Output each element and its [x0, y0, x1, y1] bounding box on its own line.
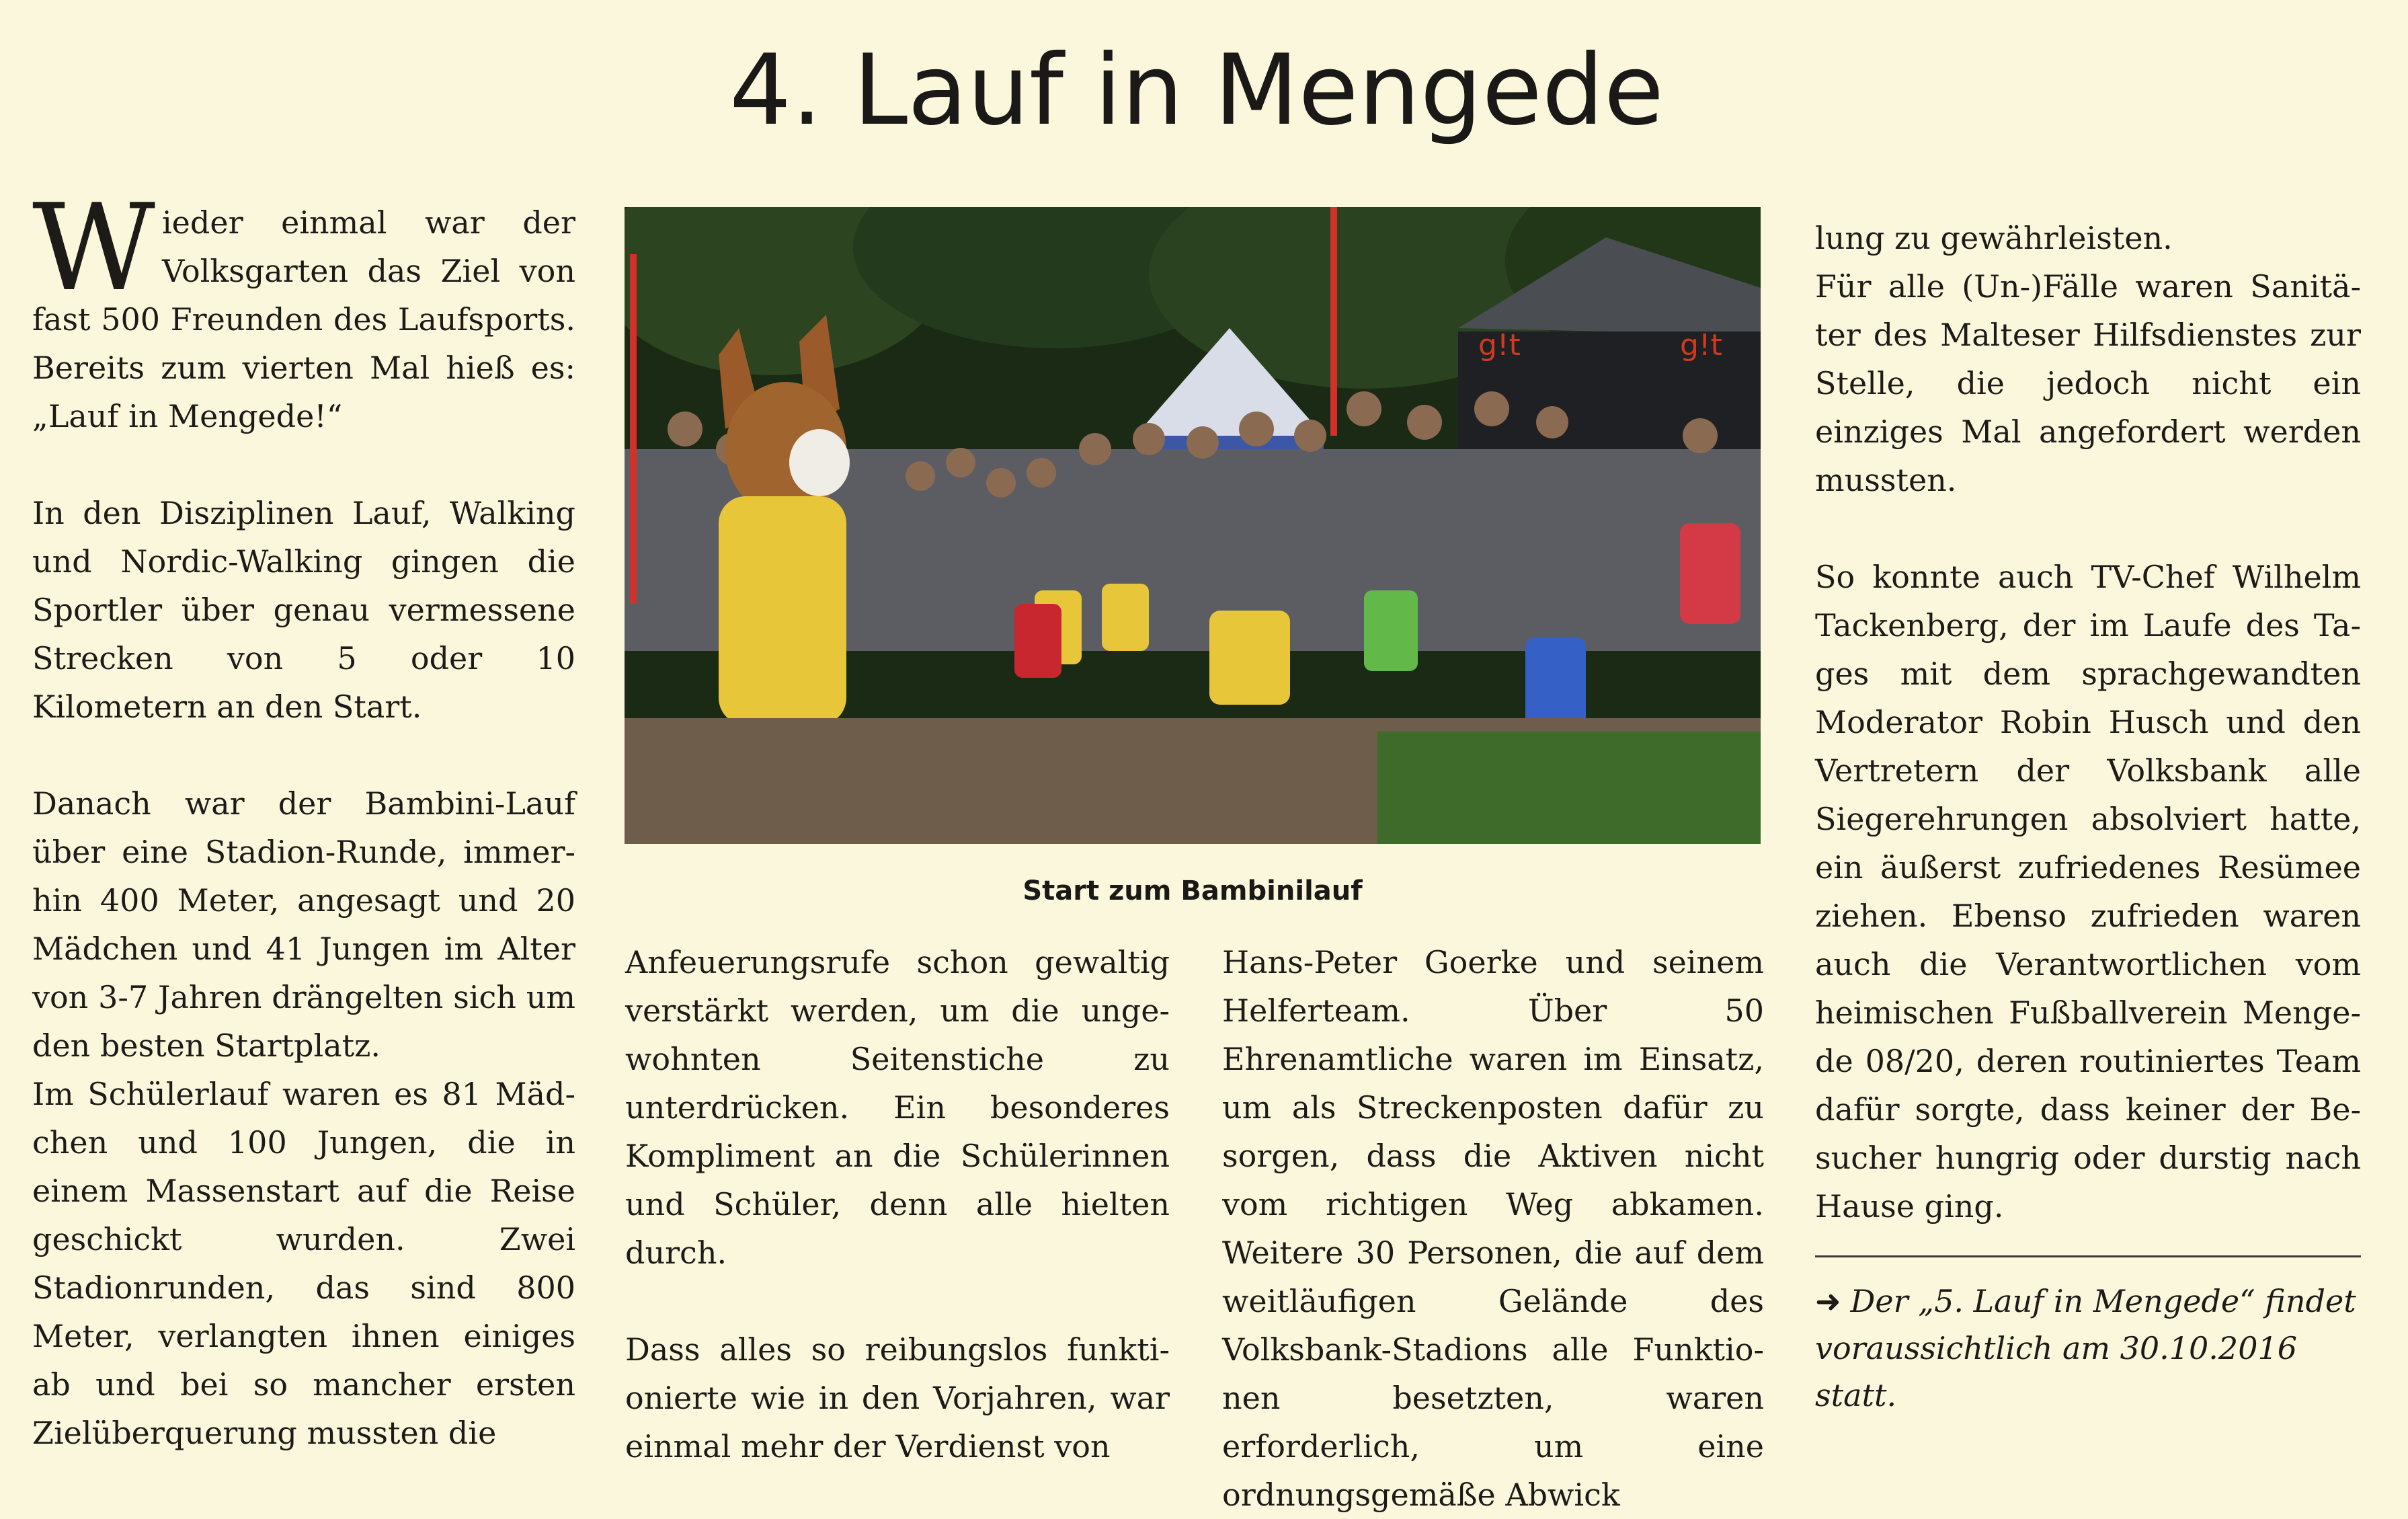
paragraph-sanitaeter: Für alle (Un-)Fälle waren Sanitäter des Malteser Hilfsdienstes zur Stelle, die jedoch nicht ein einziges Mal angefordert werden mussten. [1815, 268, 2361, 498]
svg-text:g!t: g!t [1478, 328, 1521, 362]
paragraph-bambini: Danach war der Bambini-Lauf über eine Stadion-Runde, immerhin 400 Meter, angesagt und 20 Mädchen und 41 Jungen im Alter von 3-7 Jahren drängelten sich um den besten Startplatz. [32, 785, 575, 1064]
paragraph-intro-text: ieder einmal war der Volksgarten das Ziel von fast 500 Freunden des Laufsports. Bereits zum vierten Mal hieß es: „Lauf in Mengede!“ [32, 204, 575, 434]
paragraph-helferteam: Hans-Peter Goerke und seinem Helferteam. Über 50 Ehrenamtliche waren im Einsatz, um als Streckenposten dafür zu sorgen, dass die Aktiven nicht vom richtigen Weg abkamen. Weitere 30 Personen, die auf dem weitläufigen Gelände des Volksbank-Stadions alle Funktionen besetzten, waren erforderlich, um eine ordnungsgemäße Abwick [1222, 944, 1764, 1513]
arrow-right-icon: ➜ [1815, 1283, 1841, 1319]
next-run-note-text: Der „5. Lauf in Mengede“ findet voraussichtlich am 30.10.2016 statt. [1815, 1283, 2356, 1413]
article-title: 4. Lauf in Mengede [729, 34, 1664, 147]
paragraph-resuemee: So konnte auch TV-Chef Wilhelm Tackenberg, der im Laufe des Tages mit dem sprachgewandten Moderator Robin Husch und den Vertretern der Volksbank alle Siegerehrungen absolviert hatte, ein äußerst zufriedenes Resümee ziehen. Ebenso zufrieden waren auch die Verantwortlichen vom heimischen Fußballverein Mengede 08/20, deren routiniertes Team dafür sorgte, dass keiner der Besucher hungrig oder durstig nach Hause ging. [1815, 559, 2361, 1224]
paragraph-anfeuerung: Anfeuerungsrufe schon gewaltig verstärkt werden, um die ungewohnten Seitenstiche zu unterdrücken. Ein besonderes Kompliment an die Schülerinnen und Schüler, denn alle hielten durch. [625, 944, 1170, 1271]
paragraph-disciplines: In den Disziplinen Lauf, Walking und Nordic-Walking gingen die Sportler über genau vermessene Strecken von 5 oder 10 Kilometern an den Start. [32, 495, 575, 725]
paragraph-abwicklung-end: lung zu gewährleisten. [1815, 220, 2173, 256]
note-divider [1815, 1255, 2361, 1257]
paragraph-schuelerlauf: Im Schülerlauf waren es 81 Mädchen und 100 Jungen, die in einem Massenstart auf die Reise geschickt wurden. Zwei Stadionrunden, das sind 800 Meter, verlangten ihnen einiges ab und bei so mancher ersten Zielüberquerung mussten die [32, 1076, 575, 1451]
column-4 [1815, 214, 2361, 1231]
paragraph-reibungslos: Dass alles so reibungslos funktionierte wie in den Vorjahren, war einmal mehr der Verdienst von [625, 1331, 1170, 1465]
column-2 [625, 938, 1170, 1471]
photo-caption: Start zum Bambinilauf [1022, 875, 1363, 906]
svg-text:g!t: g!t [1680, 328, 1722, 362]
column-1 [32, 178, 575, 1457]
photo-bambini-start [625, 207, 1761, 844]
next-run-note [1815, 1278, 2361, 1419]
drop-cap: W [32, 178, 155, 317]
column-3 [1222, 938, 1764, 1519]
paragraph-intro [32, 178, 575, 440]
article-photo [625, 207, 1761, 844]
